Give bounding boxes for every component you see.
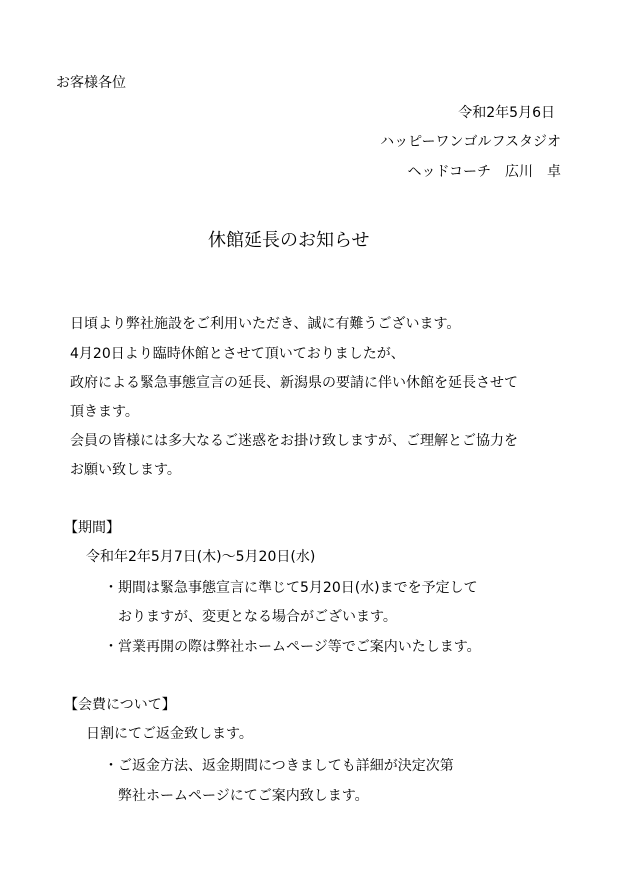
- period-note: ・期間は緊急事態宣言に準じて5月20日(水)までを予定して: [104, 580, 478, 596]
- fees-note: ・ご返金方法、返金期間につきましても詳細が決定次第: [104, 758, 454, 774]
- author: ヘッドコーチ 広川 卓: [407, 164, 561, 180]
- body-line: 政府による緊急事態宣言の延長、新潟県の要請に伴い休館を延長させて: [70, 375, 518, 391]
- fees-text: 日割にてご返金致します。: [86, 726, 253, 742]
- company-name: ハッピーワンゴルフスタジオ: [380, 134, 561, 150]
- body-line: 4月20日より臨時休館とさせて頂いておりましたが、: [70, 346, 405, 362]
- fees-heading: 【会費について】: [64, 697, 176, 713]
- period-note: おりますが、変更となる場合がございます。: [118, 609, 397, 625]
- body-line: 日頃より弊社施設をご利用いただき、誠に有難うございます。: [70, 316, 461, 332]
- body-line: 会員の皆様には多大なるご迷惑をお掛け致しますが、ご理解とご協力を: [70, 433, 518, 449]
- body-line: お願い致します。: [70, 462, 181, 478]
- recipient: お客様各位: [56, 75, 126, 91]
- period-note: ・営業再開の際は弊社ホームページ等でご案内いたします。: [104, 639, 481, 655]
- date: 令和2年5月6日: [458, 105, 555, 121]
- period-heading: 【期間】: [64, 520, 120, 536]
- body-line: 頂きます。: [70, 404, 139, 420]
- fees-note: 弊社ホームページにてご案内致します。: [118, 788, 369, 804]
- page-title: 休館延長のお知らせ: [208, 230, 370, 251]
- period-range: 令和年2年5月7日(木)～5月20日(水): [86, 549, 316, 565]
